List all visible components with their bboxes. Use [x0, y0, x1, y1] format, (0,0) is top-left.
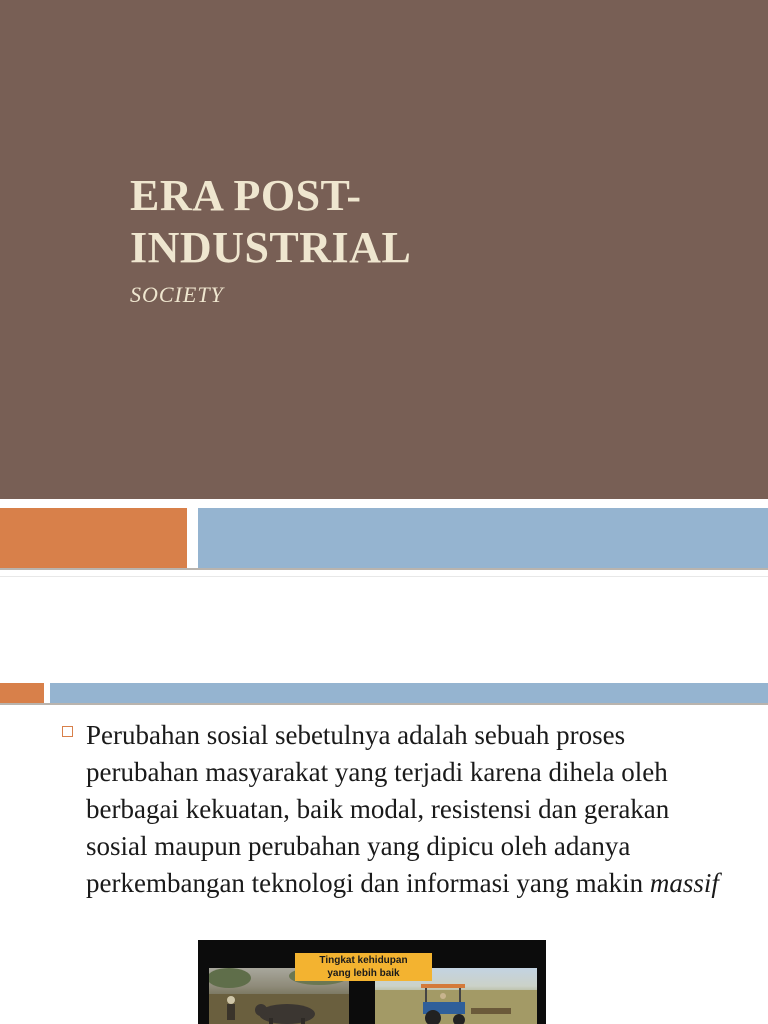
figure-label-line-2: yang lebih baik — [327, 968, 400, 979]
bullet-text-emphasis: massif — [649, 868, 719, 898]
accent-band-orange — [0, 508, 187, 568]
slide-divider — [0, 576, 768, 577]
bullet-paragraph — [86, 717, 736, 902]
title-panel — [0, 0, 768, 499]
accent-band-rule — [0, 568, 768, 570]
slide-subtitle: SOCIETY — [130, 282, 224, 307]
figure-label-line-1: Tingkat kehidupan — [319, 955, 408, 966]
header-band-rule — [0, 703, 768, 705]
slide-title-line-1: ERA POST- — [130, 171, 362, 220]
comparison-figure — [198, 940, 546, 1024]
slide-title-line-2: INDUSTRIAL — [130, 223, 412, 272]
bullet-square-icon — [62, 726, 73, 737]
bullet-text-main: Perubahan sosial sebetulnya adalah sebuah proses perubahan masyarakat yang terjadi karena dihela oleh berbagai kekuatan, baik modal, resistensi dan gerakan sosial maupun perubahan yang dipicu oleh adanya perkembangan teknologi dan informasi yang makin — [86, 720, 670, 898]
figure-label — [295, 953, 432, 981]
header-band-blue — [50, 683, 768, 703]
slide-title — [130, 170, 411, 274]
header-band-orange — [0, 683, 44, 703]
accent-band-blue — [198, 508, 768, 568]
